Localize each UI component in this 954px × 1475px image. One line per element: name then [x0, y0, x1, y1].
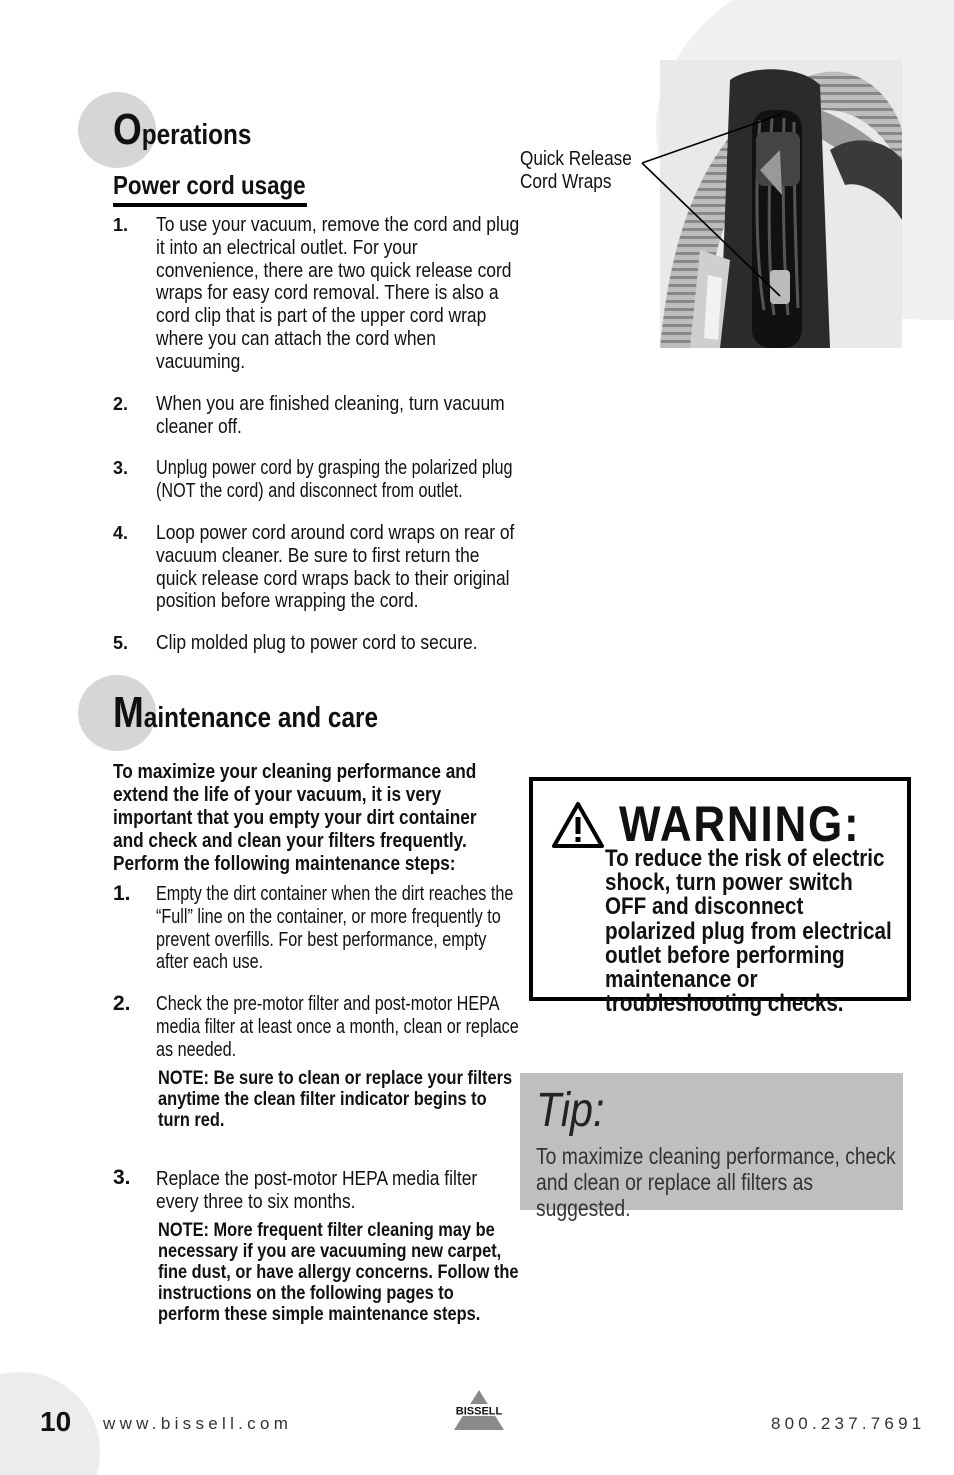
warning-text: To reduce the risk of electric shock, turn power switch OFF and disconnect polarized plug from electrical outlet before performing maintenance or troubleshooting checks.: [605, 845, 892, 1018]
warning-title: WARNING:: [619, 796, 861, 852]
power-step-3-number: 3.: [113, 458, 129, 478]
power-step-3-text: Unplug power cord by grasping the polarized plug (NOT the cord) and disconnect from outlet.: [156, 456, 513, 502]
power-step-1-text: To use your vacuum, remove the cord and plug it into an electrical outlet. For your convenience, there are two quick release cord wraps for easy cord removal. There is also a cord clip that is part of the upper cord wrap where you can attach the cord when vacuuming.: [156, 213, 520, 373]
footer-website: www.bissell.com: [103, 1414, 293, 1433]
warning-box: [529, 777, 911, 1018]
power-cord-heading-rule: [113, 203, 307, 207]
power-step-2-text: When you are finished cleaning, turn vacuum cleaner off.: [156, 392, 505, 438]
vacuum-cord-wraps-photo: [660, 60, 902, 348]
power-step-4-text: Loop power cord around cord wraps on rear of vacuum cleaner. Be sure to first return the quick release cord wraps back to their original position before wrapping the cord.: [156, 521, 515, 613]
maint-step-1-number: 1.: [113, 882, 131, 905]
tip-text: To maximize cleaning performance, check and clean or replace all filters as suggested.: [536, 1143, 896, 1221]
maintenance-title-rest: aintenance and care: [143, 702, 379, 734]
maint-step-2-number: 2.: [113, 992, 131, 1015]
tip-title: Tip:: [536, 1084, 605, 1137]
tip-box: [520, 1073, 903, 1221]
power-cord-heading: Power cord usage: [113, 170, 306, 200]
power-step-5-number: 5.: [113, 633, 129, 653]
warning-triangle-icon: [551, 801, 605, 849]
operations-title-rest: perations: [141, 119, 252, 151]
maintenance-title: [113, 688, 379, 737]
power-step-5-text: Clip molded plug to power cord to secure.: [156, 631, 478, 654]
maint-step-1-text: Empty the dirt container when the dirt reaches the “Full” line on the container, or more frequently to prevent overfills. For best performance, empty after each use.: [156, 882, 514, 974]
callout-line-1: Quick Release: [520, 148, 632, 170]
page-number: 10: [40, 1406, 72, 1437]
power-step-1-number: 1.: [113, 215, 129, 235]
maint-step-3-number: 3.: [113, 1166, 131, 1189]
maint-step-2-note: NOTE: Be sure to clean or replace your filters anytime the clean filter indicator begins to turn red.: [158, 1067, 513, 1131]
operations-title-cap: O: [113, 105, 142, 154]
maintenance-intro: To maximize your cleaning performance and extend the life of your vacuum, it is very important that you empty your dirt container and check and clean your filters frequently. Perform the following maintenance steps:: [113, 760, 477, 875]
power-step-4-number: 4.: [113, 523, 129, 543]
footer-phone: 800.237.7691: [771, 1414, 926, 1433]
maint-step-3-text: Replace the post-motor HEPA media filter every three to six months.: [156, 1167, 478, 1213]
maintenance-title-cap: M: [113, 688, 144, 737]
maint-step-3-note: NOTE: More frequent filter cleaning may be necessary if you are vacuuming new carpet, fine dust, or have allergy concerns. Follow the instructions on the following pages to perform these simple maintenance steps.: [158, 1219, 519, 1325]
callout-line-2: Cord Wraps: [520, 171, 612, 193]
bissell-logo: [446, 1386, 512, 1434]
maint-step-2-text: Check the pre-motor filter and post-motor HEPA media filter at least once a month, clean or replace as needed.: [156, 992, 519, 1061]
power-step-2-number: 2.: [113, 394, 129, 414]
logo-wordmark: BISSELL: [455, 1405, 503, 1418]
operations-title: [113, 105, 252, 154]
cord-wraps-callout: [520, 148, 632, 194]
